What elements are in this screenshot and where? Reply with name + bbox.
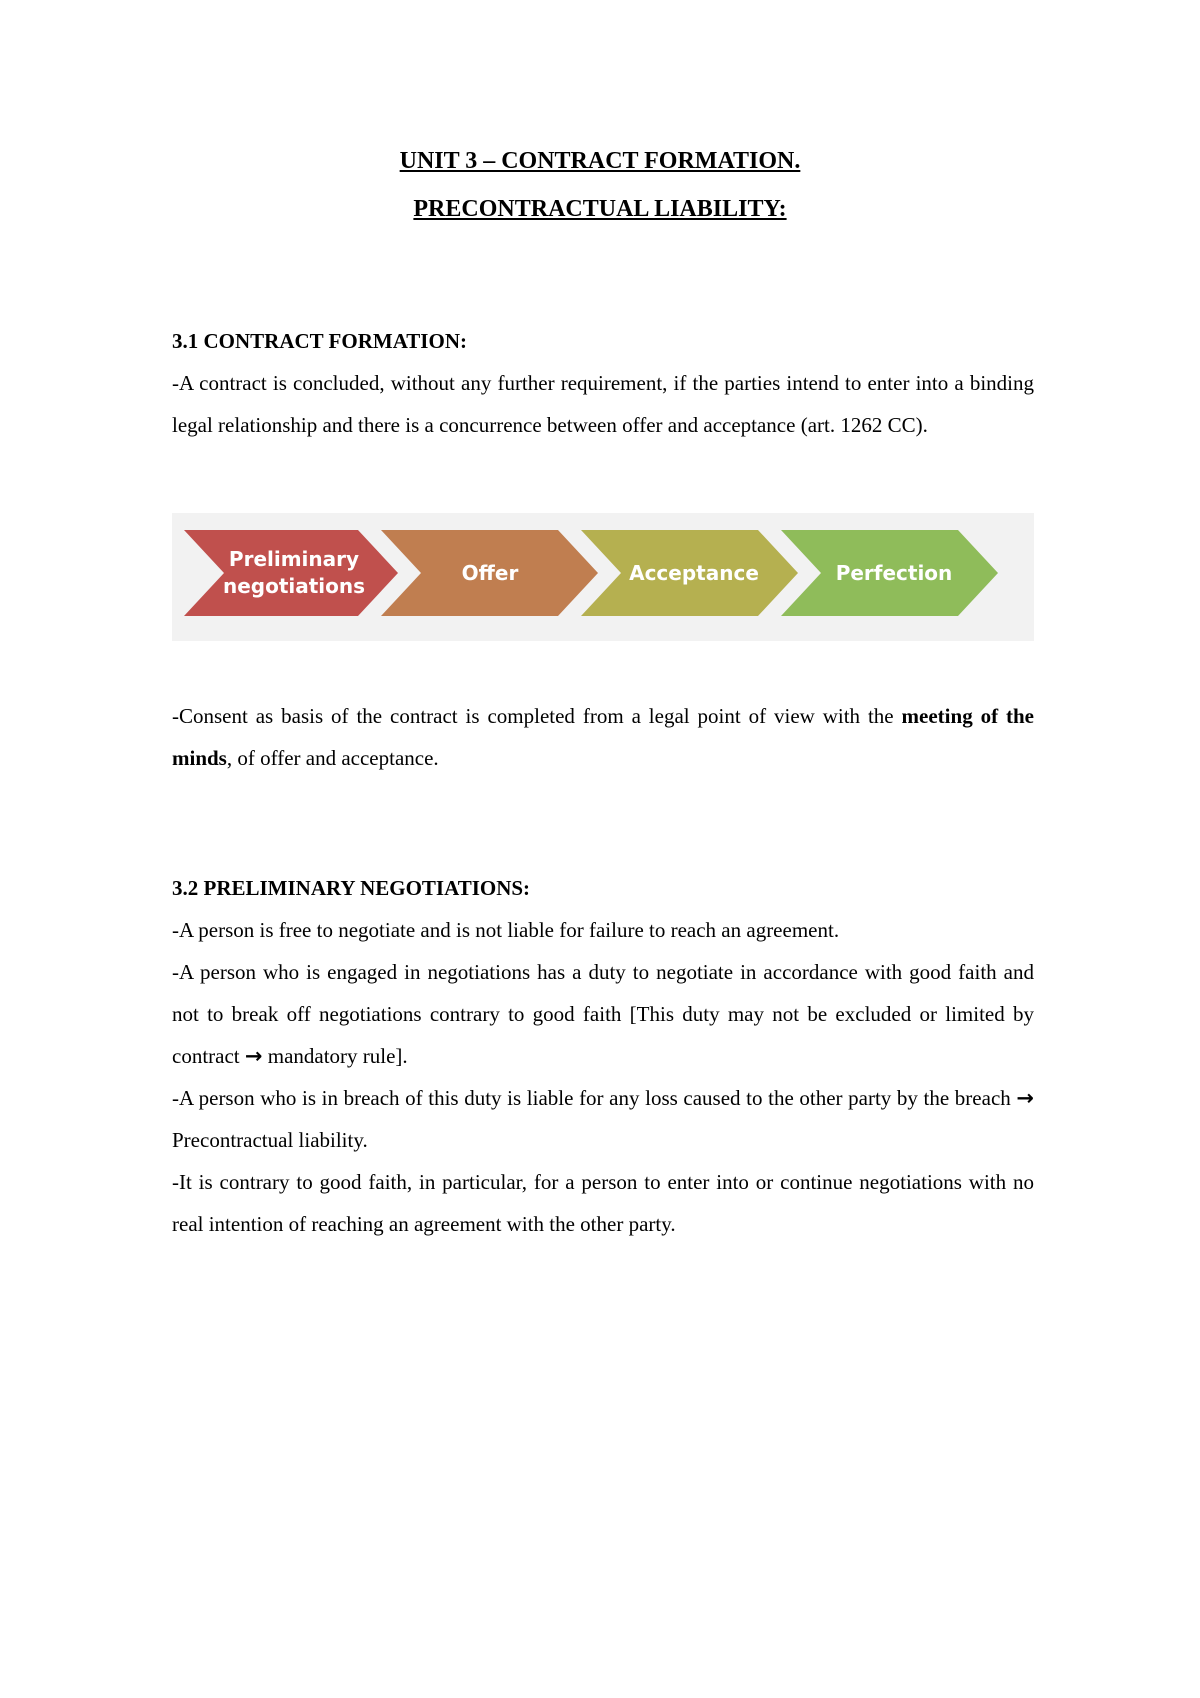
right-arrow-icon: → bbox=[1016, 1086, 1034, 1110]
process-chevrons bbox=[172, 513, 1034, 641]
unit-subtitle: PRECONTRACTUAL LIABILITY: bbox=[413, 196, 787, 222]
consent-bold-phrase: meeting of the minds bbox=[172, 704, 1034, 770]
mandatory-rule-text: mandatory rule]. bbox=[262, 1044, 408, 1068]
breach-text: -A person who is in breach of this duty is liable for any loss caused to the other party by the breach bbox=[172, 1086, 1017, 1110]
step-label-offer: Offer bbox=[461, 561, 519, 585]
section-heading-3-1: 3.1 CONTRACT FORMATION: bbox=[172, 329, 467, 353]
right-arrow-icon: → bbox=[244, 1044, 263, 1068]
paragraph-contrary-good-faith: -It is contrary to good faith, in particular, for a person to enter into or continue negotiations with no real intention of reaching an agreement with the other party. bbox=[172, 1170, 1034, 1236]
step-label-perfection: Perfection bbox=[835, 561, 953, 585]
step-perfection bbox=[781, 530, 998, 616]
section-heading-3-2: 3.2 PRELIMINARY NEGOTIATIONS: bbox=[172, 876, 531, 900]
precontractual-liability-text: Precontractual liability. bbox=[172, 1128, 368, 1152]
step-offer bbox=[381, 530, 598, 616]
paragraph-consent bbox=[172, 695, 1034, 779]
step-acceptance bbox=[581, 530, 798, 616]
paragraph-breach-liability bbox=[172, 1077, 1034, 1161]
step-preliminary-negotiations bbox=[184, 530, 398, 616]
step-label-preliminary: Preliminary bbox=[228, 547, 360, 571]
consent-text-start: -Consent as basis of the contract is completed from a legal point of view with the bbox=[172, 704, 902, 728]
step-label-negotiations: negotiations bbox=[222, 574, 366, 598]
good-faith-text: -A person who is engaged in negotiations has a duty to negotiate in accordance with good faith and not to break off negotiations contrary to good faith [This duty may not be excluded or limited by contract bbox=[172, 960, 1034, 1068]
unit-title: UNIT 3 – CONTRACT FORMATION. bbox=[399, 148, 801, 174]
paragraph-good-faith-duty bbox=[172, 951, 1034, 1077]
section-consent bbox=[172, 695, 1034, 779]
section-contract-formation bbox=[172, 320, 1034, 446]
paragraph-contract-concluded: -A contract is concluded, without any further requirement, if the parties intend to enter into a binding legal relationship and there is a concurrence between offer and acceptance (art. 1262 CC). bbox=[172, 371, 1034, 437]
contract-process-diagram bbox=[172, 513, 1034, 641]
consent-text-end: , of offer and acceptance. bbox=[226, 746, 439, 770]
chevron-preliminary-negotiations bbox=[184, 530, 398, 616]
step-label-acceptance: Acceptance bbox=[629, 561, 759, 585]
section-preliminary-negotiations bbox=[172, 867, 1034, 1245]
paragraph-free-to-negotiate: -A person is free to negotiate and is not liable for failure to reach an agreement. bbox=[172, 918, 840, 942]
